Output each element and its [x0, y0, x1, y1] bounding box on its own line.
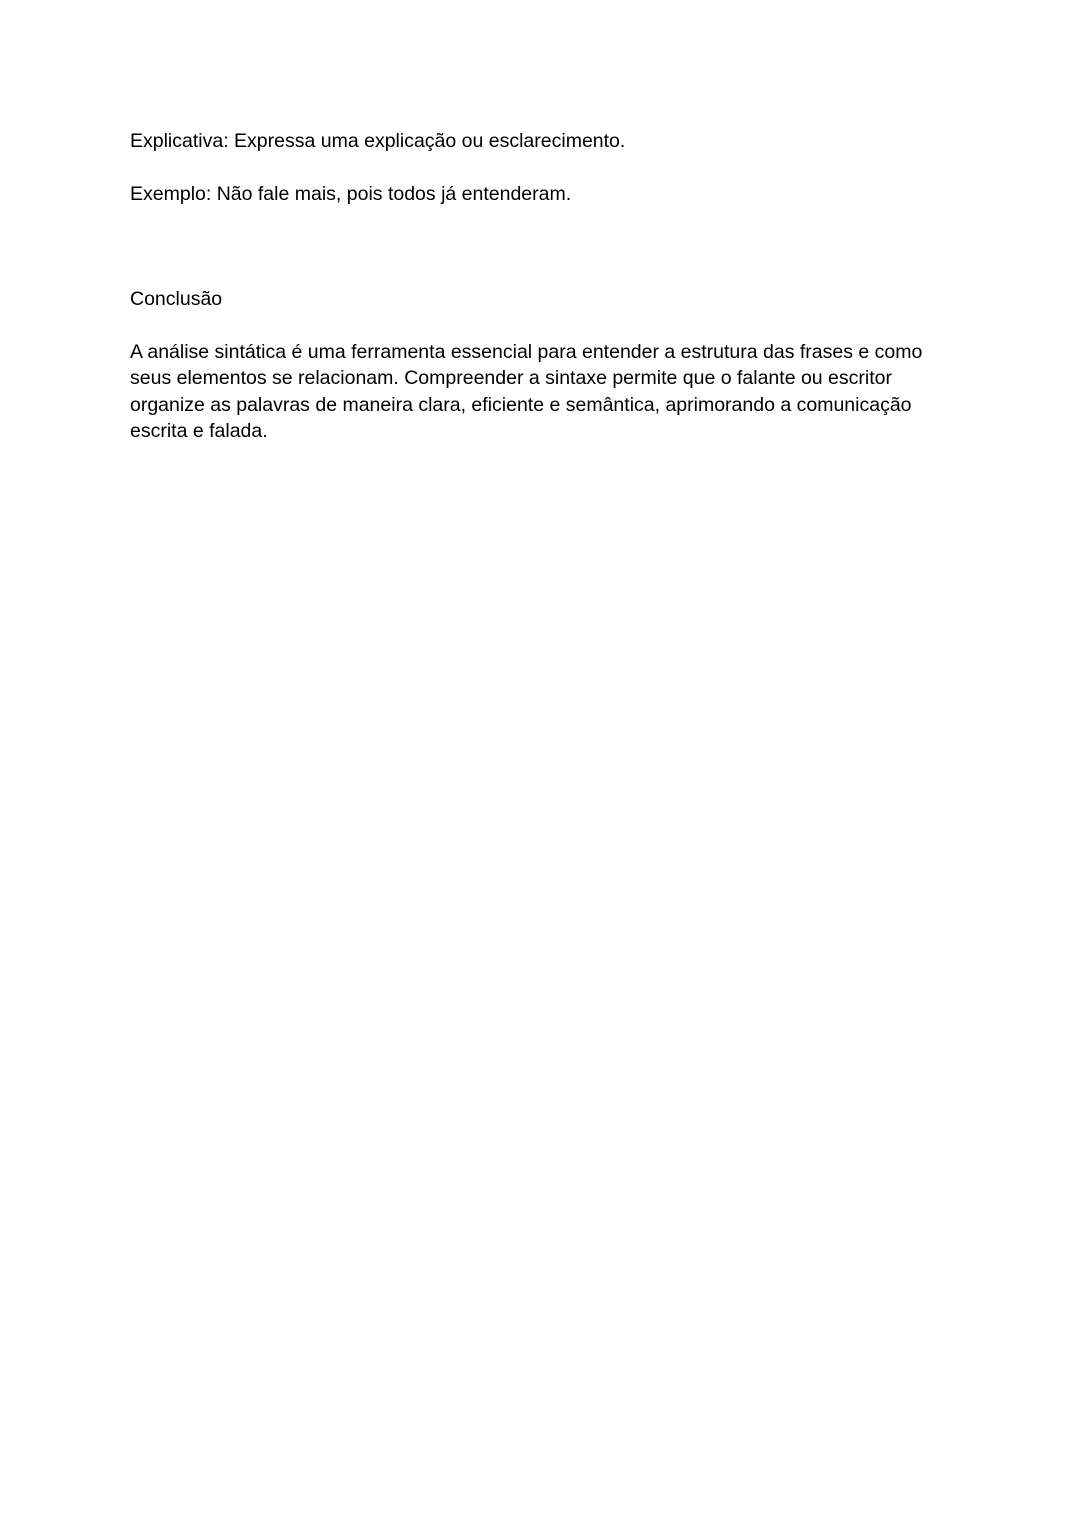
document-body	[130, 128, 960, 445]
conclusion-line: organize as palavras de maneira clara, eficiente e semântica, aprimorando a comunicação	[130, 393, 912, 416]
explicativa-paragraph: Explicativa: Expressa uma explicação ou esclarecimento.	[130, 130, 626, 152]
conclusion-line: escrita e falada.	[130, 420, 268, 442]
conclusion-line: A análise sintática é uma ferramenta essencial para entender a estrutura das frases e como	[130, 340, 923, 363]
example-paragraph: Exemplo: Não fale mais, pois todos já entenderam.	[130, 182, 572, 205]
conclusion-line: seus elementos se relacionam. Compreender a sintaxe permite que o falante ou escritor	[130, 367, 892, 389]
section-heading: Conclusão	[130, 288, 223, 310]
conclusion-paragraph	[130, 339, 960, 445]
